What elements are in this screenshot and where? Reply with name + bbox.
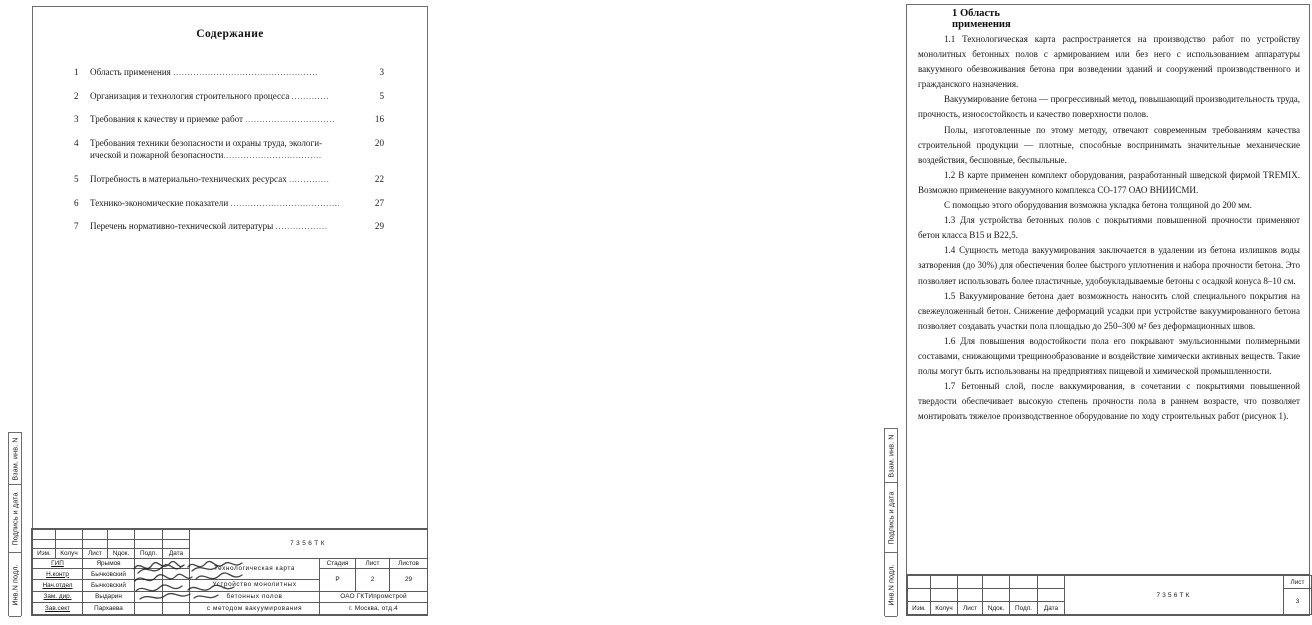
left-page	[0, 0, 440, 625]
toc-list	[74, 66, 384, 244]
role-zavsekt-name: Пархаева	[83, 603, 135, 615]
toc-number: 4	[74, 138, 79, 149]
role-ncontr-date	[163, 569, 190, 580]
rev-blank	[1010, 589, 1038, 602]
toc-page-number: 27	[374, 197, 384, 208]
right-title-block-table	[907, 575, 1312, 615]
toc-dot-leader: ...............................	[245, 115, 336, 125]
side-label-inv: Инв.N подл.	[886, 563, 896, 606]
toc-text: Требования к качеству и приемке работ	[90, 114, 243, 125]
right-title-block	[906, 574, 1310, 616]
sheet-header: Лист	[1284, 576, 1312, 589]
toc-title: Содержание	[196, 28, 264, 40]
doc-title-line4: с методом вакуумирования	[190, 603, 320, 615]
rev-blank	[33, 539, 56, 549]
toc-text-wrap	[90, 90, 362, 103]
toc-entry	[74, 90, 384, 103]
section-body	[918, 32, 1300, 424]
right-page	[440, 0, 1305, 625]
rev-blank	[56, 530, 83, 540]
toc-number: 5	[74, 174, 79, 185]
rev-blank	[983, 576, 1010, 589]
toc-entry	[74, 173, 384, 186]
toc-dot-leader: .............	[291, 91, 330, 101]
rev-header-data: Дата	[1038, 602, 1065, 615]
toc-entry	[74, 66, 384, 79]
rev-header-data: Дата	[163, 549, 190, 559]
rev-blank	[108, 530, 135, 540]
role-nachotdel-sign	[135, 579, 163, 591]
rev-blank	[983, 589, 1010, 602]
paragraph-1-1: 1.1 Технологическая карта распространяется на производство работ по устройству монолитных бетонных полов с армированием или без него с использованием аппаратуры вакуумного обезвоживания бетона при возведении зданий и сооружений производственного и гражданского назначения.	[918, 34, 1300, 90]
side-cell-inv	[9, 553, 21, 617]
left-title-block-table	[32, 529, 428, 615]
rev-header-list: Лист	[958, 602, 983, 615]
side-cell-podpis	[885, 483, 897, 553]
toc-text: Перечень нормативно-технической литературы	[90, 221, 274, 232]
rev-blank	[83, 530, 108, 540]
left-title-block	[31, 528, 428, 616]
role-gip: ГИП	[33, 558, 83, 569]
role-ncontr-name: Бычковский	[83, 569, 135, 580]
rev-blank	[33, 530, 56, 540]
rev-header-izm: Изм.	[908, 602, 931, 615]
toc-page-number: 3	[379, 67, 384, 77]
rev-header-ndok: Nдок.	[983, 602, 1010, 615]
side-label-inv: Инв.N подл.	[10, 563, 20, 606]
side-label-vzam: Взам. инв. N	[886, 433, 896, 478]
toc-dot-leader: ......................................	[230, 198, 341, 208]
rev-blank	[1038, 589, 1065, 602]
toc-number: 6	[74, 197, 79, 208]
doc-title-line2: Устройство монолитных	[190, 579, 320, 591]
toc-text-wrap	[90, 66, 362, 79]
toc-entry	[74, 220, 384, 233]
toc-dot-leader: ..................	[275, 222, 328, 232]
rev-header-podp: Подп.	[135, 549, 163, 559]
rev-blank	[163, 539, 190, 549]
rev-blank	[108, 539, 135, 549]
toc-text-wrap	[90, 137, 362, 162]
rev-header-list: Лист	[83, 549, 108, 559]
org-line1: ОАО ГКТИпромстрой	[320, 591, 428, 603]
meta-value-sheets: 29	[390, 569, 428, 591]
right-side-strip	[884, 428, 898, 616]
rev-header-podp: Подп.	[1010, 602, 1038, 615]
toc-number: 7	[74, 221, 79, 232]
toc-number: 3	[74, 114, 79, 125]
role-gip-date	[163, 558, 190, 569]
meta-value-stage: Р	[320, 569, 356, 591]
rev-blank	[908, 589, 931, 602]
side-cell-vzam	[885, 429, 897, 483]
toc-number: 1	[74, 67, 79, 77]
paragraph-1-2: 1.2 В карте применен комплект оборудования, разработанный шведской фирмой TREMIX. Возможно применение вакуумного комплекса СО-177 ОАО ВНИИСМИ.	[918, 169, 1300, 195]
paragraph-1-3: 1.3 Для устройства бетонных полов с покрытиями повышенной прочности применяют бетон класса В15 и В22,5.	[918, 215, 1300, 241]
rev-blank	[908, 576, 931, 589]
paragraph-1-5: 1.5 Вакуумирование бетона дает возможность наносить слой специального покрытия на свежеуложенный бетон. Снижение деформаций усадки при устройстве вакуумированного бетона позволяет создавать участки пола площадью до 250–300 м² без деформационных швов.	[918, 290, 1300, 331]
toc-text: Технико-экономические показатели	[90, 197, 229, 208]
toc-text-wrap	[90, 197, 362, 210]
role-zavsekt-sign	[135, 603, 163, 615]
role-nachotdel-date	[163, 579, 190, 591]
rev-blank	[931, 589, 958, 602]
section-heading: 1 Область применения	[952, 8, 1011, 30]
toc-page-number: 16	[374, 114, 384, 125]
rev-blank	[931, 576, 958, 589]
rev-blank	[1010, 576, 1038, 589]
meta-header-stage: Стадия	[320, 558, 356, 569]
document-number: 7356ТК	[190, 530, 428, 559]
role-nachotdel-name: Бычковский	[83, 579, 135, 591]
rev-header-ndok: Nдок.	[108, 549, 135, 559]
side-cell-inv	[885, 553, 897, 617]
toc-page-number: 22	[374, 174, 384, 185]
left-side-strip	[8, 432, 22, 616]
toc-text-wrap	[90, 113, 362, 126]
toc-page-number: 5	[379, 90, 384, 101]
toc-page-number: 20	[374, 138, 384, 149]
side-label-podpis: Подпись и дата	[886, 490, 896, 545]
side-cell-vzam	[9, 433, 21, 485]
rev-blank	[56, 539, 83, 549]
paragraph-floors-quality: Полы, изготовленные по этому методу, отвечают современным требованиям качества строительной продукции — плотные, способные воспринимать значительные механические воздействия, бесшовные, беспыльные.	[918, 124, 1300, 165]
role-gip-name: Ярымов	[83, 558, 135, 569]
role-zamdir-name: Выдарин	[83, 591, 135, 603]
toc-dot-leader: ..................................................	[173, 68, 319, 77]
toc-text-wrap	[90, 173, 362, 186]
paragraph-1-7: 1.7 Бетонный слой, после ваккумирования, в сочетании с покрытиями повышенной твердости обеспечивает высокую степень прочности пола в раннем возрасте, что позволяет монтировать тяжелое производственное оборудование по ходу строительных работ (рисунок 1).	[918, 381, 1300, 422]
rev-header-koluch: Колуч	[931, 602, 958, 615]
toc-text-continued	[90, 149, 357, 162]
rev-header-izm: Изм.	[33, 549, 56, 559]
rev-blank	[1038, 576, 1065, 589]
toc-text: Потребность в материально-технических ресурсах	[90, 174, 287, 185]
paragraph-vacuum-intro: Вакуумирование бетона — прогрессивный метод, повышающий производительность труда, прочность, износостойкость и качество поверхности полов.	[918, 94, 1300, 120]
rev-blank	[958, 576, 983, 589]
rev-blank	[163, 530, 190, 540]
rev-blank	[958, 589, 983, 602]
side-cell-podpis	[9, 485, 21, 553]
role-zamdir: Зам. дир.	[33, 591, 83, 603]
toc-entry	[74, 137, 384, 162]
toc-text: Организация и технология строительного процесса	[90, 90, 290, 101]
toc-hyphen: и-	[314, 138, 323, 149]
toc-dot-leader: ..............	[289, 175, 330, 185]
toc-dot-leader: ..................................	[223, 151, 322, 161]
role-ncontr: Н.контр	[33, 569, 83, 580]
org-line2: г. Москва, отд.4	[320, 603, 428, 615]
toc-text-cont-value: ической и пожарной безопасности	[90, 150, 224, 161]
role-zamdir-sign	[135, 591, 163, 603]
role-zamdir-date	[163, 591, 190, 603]
rev-blank	[83, 539, 108, 549]
side-label-podpis: Подпись и дата	[10, 491, 20, 546]
toc-page-number: 29	[374, 221, 384, 232]
paragraph-1-6: 1.6 Для повышения водостойкости пола его покрывают эмульсионными полимерными составами, снижающими трещинообразование и воздействие химически активных веществ. Такие полы могут быть использованы на предприятиях пищевой и химической промышленности.	[918, 335, 1300, 377]
paragraph-1-4: 1.4 Сущность метода вакуумирования заключается в удалении из бетона излишков воды затворения (до 30%) для обеспечения более быстрого уплотнения и набора прочности бетона. Это позволяет использовать более пластичные, удобоукладываемые бетоны с осадкой конуса 8–10 см.	[918, 245, 1300, 286]
role-ncontr-sign	[135, 569, 163, 580]
role-zavsekt: Зав.сект	[33, 603, 83, 615]
document-number-right: 7356ТК	[1065, 576, 1284, 615]
toc-entry	[74, 113, 384, 126]
role-nachotdel: Нач.отдел	[33, 579, 83, 591]
toc-text: Требования техники безопасности и охраны труда, эколог	[90, 138, 315, 149]
rev-blank	[135, 530, 163, 540]
role-zavsekt-date	[163, 603, 190, 615]
meta-header-sheet: Лист	[356, 558, 390, 569]
meta-value-sheet: 2	[356, 569, 390, 591]
rev-blank	[135, 539, 163, 549]
toc-number: 2	[74, 90, 79, 101]
doc-title-line3: бетонных полов	[190, 591, 320, 603]
toc-text-wrap	[90, 220, 362, 233]
rev-header-koluch: Колуч	[56, 549, 83, 559]
doc-title-line1: Технологическая карта	[190, 558, 320, 579]
paragraph-thickness: С помощью этого оборудования возможна укладка бетона толщиной до 200 мм.	[944, 200, 1252, 211]
role-gip-sign	[135, 558, 163, 569]
toc-text: Область применения	[90, 67, 171, 77]
side-label-vzam: Взам. инв. N	[10, 436, 20, 481]
toc-entry	[74, 197, 384, 210]
meta-header-sheets: Листов	[390, 558, 428, 569]
sheet-value: 3	[1284, 589, 1312, 615]
